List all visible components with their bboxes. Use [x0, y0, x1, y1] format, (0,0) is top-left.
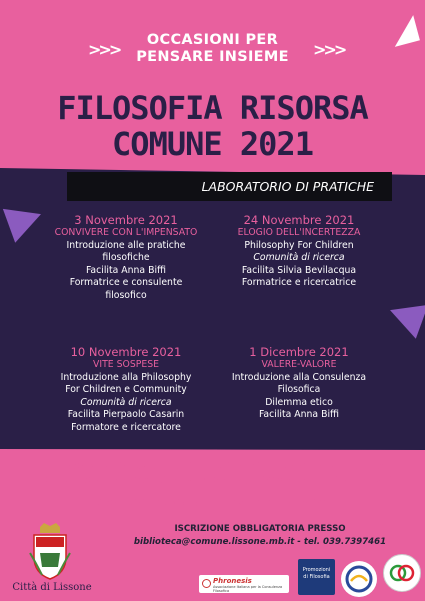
event-1 [41, 213, 211, 302]
event-line: Facilita Anna Biffi [85, 264, 167, 276]
event-subtitle: CONVIVERE CON L'IMPENSATO [54, 227, 198, 238]
event-line: Facilita Anna Biffi [258, 409, 340, 420]
venue-info [0, 460, 425, 487]
event-line: Facilita Pierpaolo Casarin [67, 409, 185, 420]
event-3 [41, 345, 211, 434]
event-line: Formatrice e consulente [69, 277, 183, 288]
title-line-1: FILOSOFIA RISORSA [57, 89, 368, 127]
chevron-right-icon: >>> [313, 40, 345, 59]
event-line: Introduzione alla Consulenza [231, 371, 367, 383]
event-line: filosofico [105, 289, 147, 301]
partner-emblem-icon [341, 561, 377, 597]
city-crest-icon [28, 523, 72, 581]
event-line: Introduzione alla Philosophy [60, 371, 192, 383]
event-line: Formatore e ricercatore [71, 421, 181, 433]
page-title [0, 90, 425, 162]
promozioni-logo [298, 559, 335, 595]
event-line: Comunità di ricerca [80, 396, 172, 408]
venue-line-1: GLI INCONTRI SI SVOLGONO IN SALA POLIFUNZIONALE DELLA [38, 461, 387, 472]
city-name: Città di Lissone [12, 582, 92, 593]
event-subtitle: VITE SOSPESE [93, 359, 159, 370]
event-line: Dilemma etico [265, 396, 333, 408]
lab-banner [67, 172, 392, 201]
phronesis-logo [199, 575, 289, 593]
subtitle-line-1: OCCASIONI PER [146, 32, 279, 48]
event-subtitle: VALERE-VALORE [261, 359, 337, 370]
event-date: 24 Novembre 2021 [243, 213, 355, 227]
access-info: ACCESSO CONSENTITO CON GREEN PASS [98, 498, 327, 509]
event-2 [214, 213, 384, 290]
event-4 [214, 345, 384, 422]
event-line: filosofiche [102, 252, 150, 263]
venue-line-2: BIBLIOTECA - PIAZZA IV NOVEMBRE 2, LISSONE ALLE ORE 21,00 [32, 474, 393, 486]
chevron-right-icon: >>> [88, 40, 120, 59]
subtitle-line-2: PENSARE INSIEME [136, 49, 289, 65]
partner-rings-icon [384, 555, 420, 591]
partner-logo-2 [383, 554, 421, 592]
partner-logo [341, 561, 377, 597]
registration-heading: ISCRIZIONE OBBLIGATORIA PRESSO [174, 524, 346, 534]
phronesis-symbol-icon [202, 579, 211, 588]
lab-label: LABORATORIO DI PRATICHE [201, 179, 374, 194]
event-line: Facilita Silvia Bevilacqua [241, 264, 357, 276]
title-line-2: COMUNE 2021 [112, 125, 313, 163]
promozioni-label: Promozioni di Filosofia [302, 567, 331, 580]
event-date: 3 Novembre 2021 [74, 213, 178, 227]
phronesis-sublabel: Associazione Italiana per la Consulenza Filosofica [213, 585, 283, 593]
event-line: For Children e Community [65, 384, 187, 395]
event-line: Filosofica [277, 384, 321, 395]
event-date: 1 Dicembre 2021 [249, 345, 349, 359]
header-subtitle [0, 32, 425, 66]
event-line: Comunità di ricerca [253, 252, 345, 263]
event-line: Introduzione alle pratiche [66, 239, 186, 251]
registration-contact[interactable]: biblioteca@comune.lissone.mb.it - tel. 039.7397461 [133, 537, 387, 547]
event-subtitle: ELOGIO DELL'INCERTEZZA [237, 227, 361, 238]
event-line: Formatrice e ricercatrice [241, 277, 357, 288]
event-line: Philosophy For Children [244, 239, 354, 251]
phronesis-label: Phronesis [213, 577, 252, 585]
event-date: 10 Novembre 2021 [70, 345, 182, 359]
